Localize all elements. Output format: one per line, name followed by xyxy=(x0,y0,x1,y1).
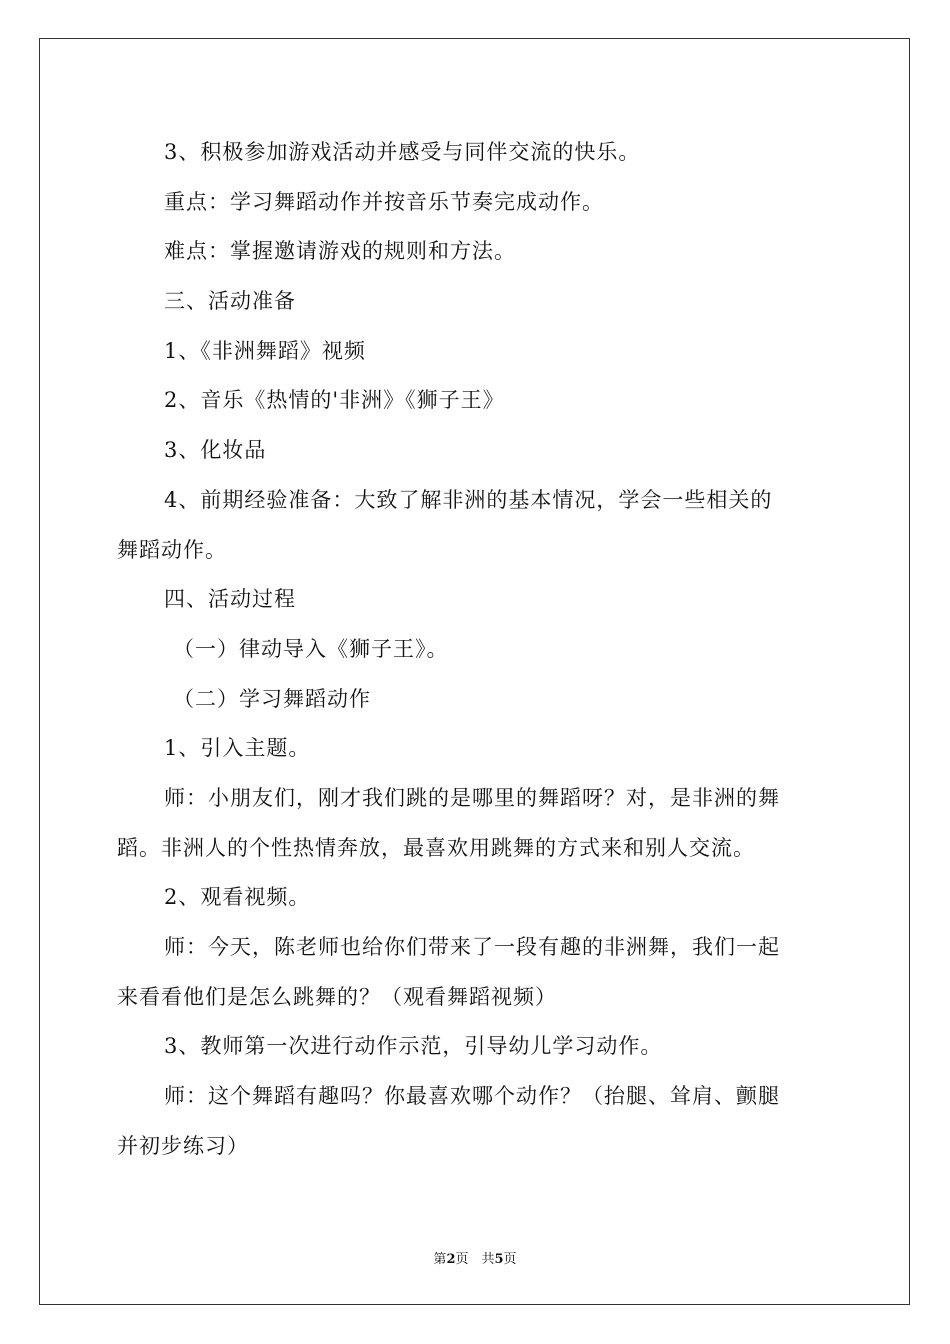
paragraph-line: 3、积极参加游戏活动并感受与同伴交流的快乐。 xyxy=(164,140,641,164)
paragraph-line: 重点：学习舞蹈动作并按音乐节奏完成动作。 xyxy=(164,189,604,214)
document-body xyxy=(117,128,835,1171)
paragraph-line: 师：小朋友们，刚才我们跳的是哪里的舞蹈呀？对，是非洲的舞 xyxy=(164,785,780,810)
paragraph-line: 师：这个舞蹈有趣吗？你最喜欢哪个动作？（抬腿、耸肩、颤腿 xyxy=(164,1084,780,1109)
section-heading: 四、活动过程 xyxy=(164,587,296,612)
paragraph-line: 师：今天，陈老师也给你们带来了一段有趣的非洲舞，我们一起 xyxy=(164,935,780,959)
subsection-heading: （二）学习舞蹈动作 xyxy=(173,686,371,711)
paragraph-line: 并初步练习） xyxy=(117,1133,249,1158)
page-prefix: 第 xyxy=(433,1252,447,1267)
current-page-number: 2 xyxy=(446,1252,456,1267)
paragraph-line: 2、音乐《热情的'非洲》《狮子王》 xyxy=(164,388,505,413)
total-page-number: 5 xyxy=(494,1252,504,1267)
paragraph-line: 蹈。非洲人的个性热情奔放，最喜欢用跳舞的方式来和别人交流。 xyxy=(117,835,755,860)
paragraph-line: 2、观看视频。 xyxy=(164,885,311,910)
paragraph-line: 1、《非洲舞蹈》视频 xyxy=(164,338,366,363)
page-mid: 页 共 xyxy=(455,1252,495,1267)
paragraph-line: 来看看他们是怎么跳舞的？（观看舞蹈视频） xyxy=(117,984,557,1009)
paragraph-line: 难点：掌握邀请游戏的规则和方法。 xyxy=(164,239,516,264)
paragraph-line: 1、引入主题。 xyxy=(164,736,311,761)
page-suffix: 页 xyxy=(503,1252,517,1267)
page-number-footer xyxy=(0,1248,950,1267)
paragraph-line: 4、前期经验准备：大致了解非洲的基本情况，学会一些相关的 xyxy=(164,487,773,512)
section-heading: 三、活动准备 xyxy=(164,289,296,314)
paragraph-line: 3、化妆品 xyxy=(164,438,267,463)
paragraph-line: 3、教师第一次进行动作示范，引导幼儿学习动作。 xyxy=(164,1034,663,1059)
paragraph-line: 舞蹈动作。 xyxy=(117,537,227,562)
subsection-heading: （一）律动导入《狮子王》。 xyxy=(173,636,449,661)
